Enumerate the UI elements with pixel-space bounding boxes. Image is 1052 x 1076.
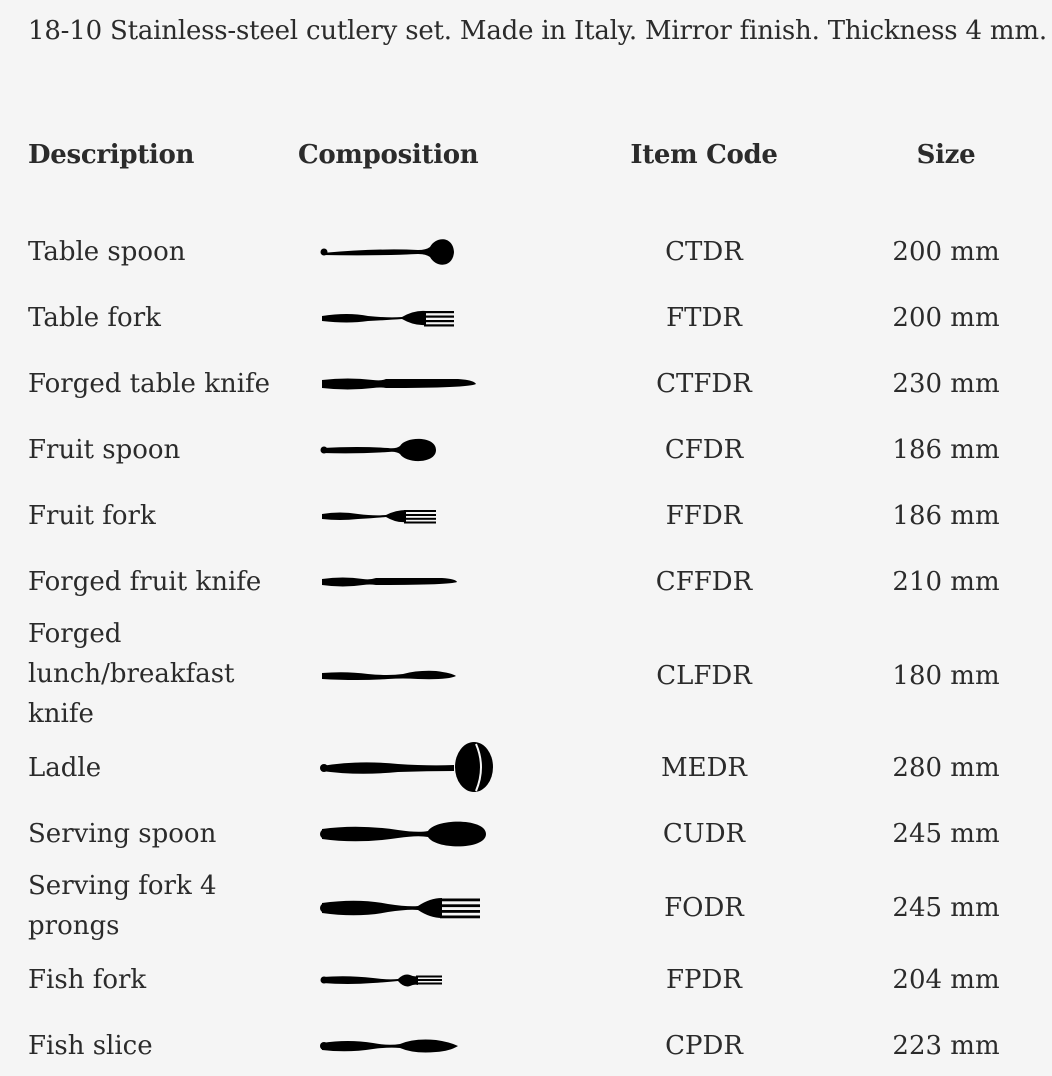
fork-icon xyxy=(318,486,508,546)
row-item-code: FTDR xyxy=(666,303,742,333)
spoon-icon xyxy=(318,420,508,480)
fork-icon xyxy=(318,878,508,938)
knife-icon xyxy=(318,646,508,706)
row-item-code: FFDR xyxy=(665,501,743,531)
row-item-code: CTDR xyxy=(665,237,743,267)
row-size: 210 mm xyxy=(892,567,1000,597)
fork-icon xyxy=(318,288,508,348)
header-item-code: Item Code xyxy=(630,140,778,170)
row-size: 230 mm xyxy=(892,369,1000,399)
row-item-code: FODR xyxy=(664,893,744,923)
row-description: Serving spoon xyxy=(28,819,217,849)
spoon-icon xyxy=(318,222,508,282)
row-description: Fruit fork xyxy=(28,501,156,531)
row-description: Fish slice xyxy=(28,1031,153,1061)
row-item-code: CFFDR xyxy=(655,567,753,597)
row-size: 186 mm xyxy=(892,435,1000,465)
knife-icon xyxy=(318,354,508,414)
fish-fork-icon xyxy=(318,950,508,1010)
row-size: 280 mm xyxy=(892,753,1000,783)
row-description: Forged table knife xyxy=(28,369,271,399)
row-size: 204 mm xyxy=(892,965,1000,995)
row-size: 180 mm xyxy=(892,661,1000,691)
row-description: Fish fork xyxy=(28,965,147,995)
row-item-code: CLFDR xyxy=(656,661,752,691)
row-description: Ladle xyxy=(28,753,102,783)
row-item-code: FPDR xyxy=(666,965,742,995)
knife-icon xyxy=(318,552,508,612)
row-size: 200 mm xyxy=(892,237,1000,267)
row-size: 223 mm xyxy=(892,1031,1000,1061)
spoon-icon xyxy=(318,804,508,864)
row-size: 245 mm xyxy=(892,893,1000,923)
row-item-code: CUDR xyxy=(662,819,746,849)
row-description: Serving fork 4 prongs xyxy=(28,871,217,941)
row-description: Table fork xyxy=(28,303,161,333)
row-size: 186 mm xyxy=(892,501,1000,531)
fish-slice-icon xyxy=(318,1016,508,1076)
row-description: Fruit spoon xyxy=(28,435,181,465)
row-size: 200 mm xyxy=(892,303,1000,333)
row-item-code: CFDR xyxy=(664,435,744,465)
row-item-code: CPDR xyxy=(665,1031,743,1061)
row-item-code: MEDR xyxy=(660,753,748,783)
header-size: Size xyxy=(916,140,976,170)
row-description: Forged fruit knife xyxy=(28,567,262,597)
header-composition: Composition xyxy=(298,140,479,170)
row-description: Table spoon xyxy=(28,237,186,267)
product-description: 18-10 Stainless-steel cutlery set. Made in Italy. Mirror finish. Thickness 4 mm. xyxy=(28,16,1047,46)
row-description: Forged lunch/breakfast knife xyxy=(28,619,235,729)
header-description: Description xyxy=(28,140,195,170)
row-size: 245 mm xyxy=(892,819,1000,849)
row-item-code: CTFDR xyxy=(656,369,752,399)
ladle-icon xyxy=(318,738,508,798)
